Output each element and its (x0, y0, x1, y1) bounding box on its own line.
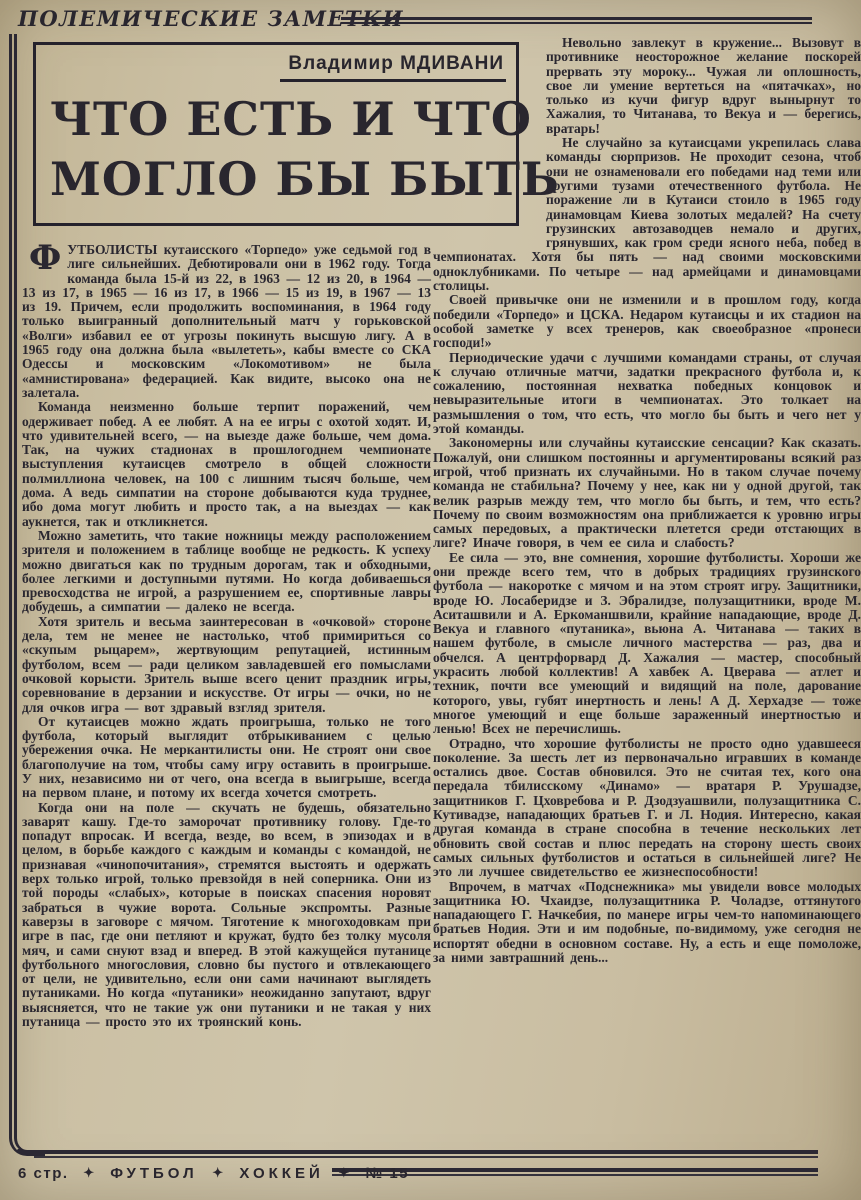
paragraph: Не случайно за кутаисцами укрепилась слава команды сюрпризов. Не проходит сезона, чтоб они не ознаменовали его победами над теми или другими тузами отечественного футбола. Не поражение ли в Кутаиси стоило в 1965 году динамовцам Киева золотых медалей? На счету грузинских автозаводцев немало и других, грянувших, как гром среди ясного неба, побед в чемпионатах. Хотя бы пять — над своими московскими одноклубниками. По четыре — над армейцами и динамовцами столицы. (433, 135, 861, 294)
paragraph: Отрадно, что хорошие футболисты не просто одно удавшееся поколение. За шесть лет из первоначально игравших в команде остались двое. Состав обновился. Это не считая тех, кого она передала тбилисскому «Динамо» — вратаря Р. Урушадзе, защитников Г. Цховребова и Р. Дзодзуашвили, полузащитника С. Кутивадзе, нападающих братьев Г. и Л. Нодия. Интересно, какая другая команда в стране способна в течение нескольких лет обновить свой состав и плюс передать на сторону шесть своих самых сильных футболистов и остаться в сильнейшей лиге? Не это ли лучшее свидетельство ее жизнеспособности! (433, 735, 861, 880)
headline-box-spacer (433, 36, 546, 250)
paragraph: Команда неизменно больше терпит поражений, чем одерживает побед. А ее любят. А на ее игры с охотой ходят. И, что удивительней всего, — на выезде даже больше, чем дома. Так, на чужих стадионах в прошлогоднем чемпионате выступления кутаисцев смотрело в общей сложности полмиллиона человек, на 100 с лишним тысяч больше, чем дома. А ведь симпатии на стороне добываются куда труднее, ибо дома могут любить и просто так, а на выездах — как аукнется, так и откликнется. (22, 399, 431, 529)
paragraph: Закономерны или случайны кутаисские сенсации? Как сказать. Пожалуй, они слишком постоянны и аргументированы всякий раз игрой, чтоб признать их случайными. Но в таком случае почему команда не стабильна? Почему у нее, как ни у одной другой, так велик разрыв между тем, что могло бы быть, и тем, что есть? Почему по своим возможностям она приближается к уровню игры самых передовых, а практически плетется среди отстающих в лиге? Иначе говоря, в чем ее сила и слабость? (433, 435, 861, 551)
footer-issue-number: № 15 (365, 1165, 410, 1182)
kicker-double-rule (341, 17, 812, 24)
paragraph: От кутаисцев можно ждать проигрыша, только не того футбола, который выглядит отбрыкиванием с целью убережения очка. Не меркантилисты они. Не строят они свое благополучие на том, чтобы саму игру оставить в проигрыше. У них, независимо ни от чего, она всегда в выигрыше, всегда на первом плане, и потому их всегда хочется смотреть. (22, 713, 431, 801)
diamond-separator-icon: ✦ (338, 1165, 351, 1180)
article-left-column (22, 238, 431, 1030)
headline-line2: МОГЛО БЫ БЫТЬ (50, 152, 560, 206)
paragraph: Ее сила — это, вне сомнения, хорошие футболисты. Хороши же они прежде всего тем, что в добрых традициях грузинского футбола — накоротке с мячом и на этом строят игру. Защитники, вроде Ю. Лосаберидзе и З. Эбралидзе, полузащитники, вроде М. Аситашвили и А. Еркоманшвили, крайние нападающие, вроде Д. Векуа и главного «путаника», вьюна А. Читанава — таких в нашем футболе, в смысле личного мастерства — раз, два и обчелся. А центрфорвард Д. Хажалия — мастер, способный украсить любой коллектив! А хавбек А. Цверава — атлет и техник, почти все умеющий и видящий на поле, дарование которого, увы, губят инертность и лень! А Д. Херхадзе — тоже многое умеющий и еще больше зараженный инертностью и ленью! Всех не перечислишь. (433, 549, 861, 737)
paragraph: Впрочем, в матчах «Подснежника» мы увидели вовсе молодых защитника Ю. Чхаидзе, полузащитника Р. Чоладзе, оттянутого нападающего Г. Начкебия, по манере игры чем-то напоминающего братьев Нодия. Эти и им подобные, по-видимому, уже сегодня не испортят обедни в основном составе. Ну, а есть и еще помоложе, за ними завтрашний день... (433, 878, 861, 965)
paragraph: Хотя зритель и весьма заинтересован в «очковой» стороне дела, тем не менее не настолько, чтоб примириться со «скупым рыцарем», жертвующим репутацией, истинным футболом, всем — ради целиком завладевшей его помыслами очковой корысти. Зритель выше всего ценит праздник игры, соревнование в дерзании и искусстве. От игры — очки, но не для очков игра — вот здравый взгляд зрителя. (22, 613, 431, 715)
footer-publication-word1: ФУТБОЛ (110, 1165, 198, 1182)
diamond-separator-icon: ✦ (83, 1165, 96, 1180)
paragraph-lead-text: УТБОЛИСТЫ кутаисского «Торпедо» уже седьмой год в лиге сильнейших. Дебютировали они в 1962 году. Тогда команда была 15-й из 22, в 1963 — 12 из 20, в 1964 — 13 из 17, в 1965 — 16 из 17, в 1966 — 15 из 19, в 1967 — 13 из 19. Причем, если продолжить воспоминания, в 1964 году только выигранный дополнительный матч у горьковской «Волги» избавил ее от угрозы покинуть высшую лигу. А в 1965 году она должна была «вылететь», кабы вместе со СКА Одессы и московским «Локомотивом» не была «амнистирована» федерацией. Как видите, высоко она не залетала. (22, 242, 431, 400)
section-kicker: ПОЛЕМИЧЕСКИЕ ЗАМЕТКИ (18, 6, 405, 31)
headline-line1: ЧТО ЕСТЬ И ЧТО (50, 92, 532, 146)
byline: Владимир МДИВАНИ (280, 53, 506, 82)
paragraph: Можно заметить, что такие ножницы между расположением зрителя и положением в таблице вообще не редкость. К успеху можно двигаться как по трудным дорогам, так и обходными, более легкими и доступными путями. Но когда добиваешься превосходства не игрой, а разрушением ее, спортивные лавры добудешь, а симпатии — далеко не всегда. (22, 527, 431, 615)
page-footer (18, 1165, 409, 1182)
diamond-separator-icon: ✦ (212, 1165, 225, 1180)
paragraph: Когда они на поле — скучать не будешь, обязательно заварят кашу. Где-то заморочат противнику голову. Где-то попадут впросак. И всегда, везде, во всем, в эпизодах и в целом, в борьбе каждого с каждым и команды с командой, не признавая «чинопочитания», стремятся выстоять и одержать верх только игрой, только превзойдя в ней соперника. Они из той породы «слабых», которые в поисках спасения норовят забраться в чужие ворота. Сольные экспромты. Разные каверзы в заговоре с мячом. Тяготение к многоходовкам при игре в пас, где они петляют и кружат, будто без толку мусоля мяч, и сами снуют взад и вперед. В этой кажущейся путанице футбольного многословия, словно бы пустого и отвлекающего от цели, не удивительно, если они сами начинают выглядеть путаниками. Но когда «путаники» неожиданно запутают, вдруг выясняется, что не такие уж они путаники и не такая у них путаница — просто это их троянский конь. (22, 799, 431, 1030)
article-right-column (433, 36, 861, 965)
paragraph: Своей привычке они не изменили и в прошлом году, когда победили «Торпедо» и ЦСКА. Недаром кутаисцы и их стадион на особой заметке у всех тренеров, как своеобразное «пронеси господи!» (433, 292, 861, 351)
paragraph: Невольно завлекут в кружение... Вызовут в противнике неосторожное желание поскорей прервать эту мороку... Чужая ли оплошность, свое ли умение вертеться на «пятачках», но только из кучи фигур вдруг вынырнут то Хажалия, то Читанава, то Векуа и — берегись, вратарь! (546, 35, 861, 136)
drop-cap: Ф (29, 238, 62, 278)
paragraph-lead (22, 238, 431, 400)
footer-page-number: 6 стр. (18, 1165, 69, 1182)
bottom-rule (34, 1150, 818, 1158)
footer-publication-word2: ХОККЕЙ (239, 1165, 324, 1182)
paragraph: Периодические удачи с лучшими командами страны, от случая к случаю отличные матчи, задатки прекрасного футбола и, к сожалению, постоянная нехватка победных концовок и невыразительные итоги в чемпионатах. Это толкает на размышления о том, что есть, что могло бы быть и чего нет у этой команды. (433, 349, 861, 437)
